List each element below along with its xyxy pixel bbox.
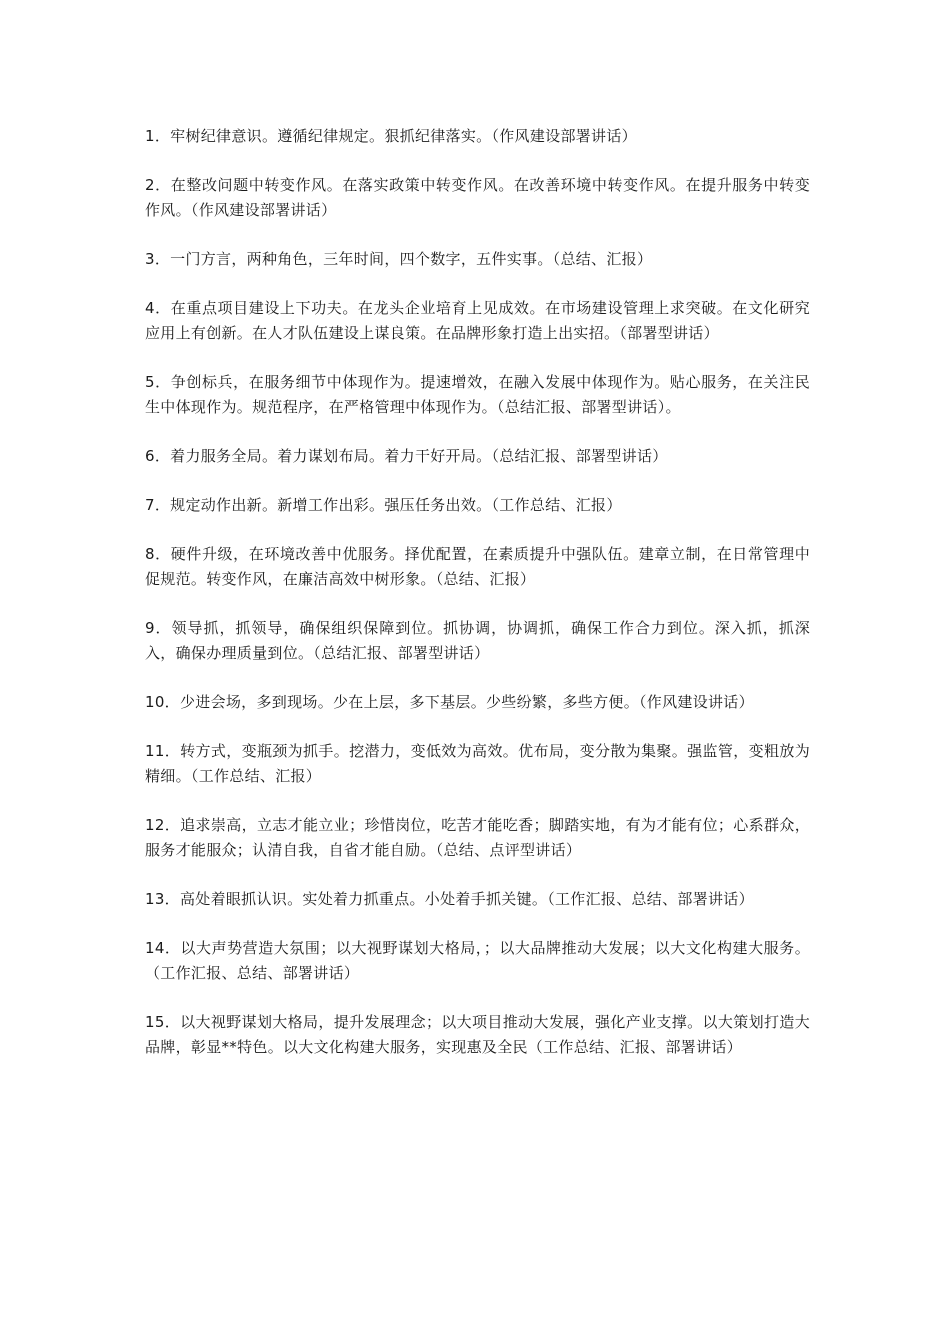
paragraph-15: 15．以大视野谋划大格局，提升发展理念；以大项目推动大发展，强化产业支撑。以大策划打造大品牌，彰显**特色。以大文化构建大服务，实现惠及全民（工作总结、汇报、部署讲话） — [145, 1013, 810, 1056]
paragraph-12: 12．追求崇高，立志才能立业；珍惜岗位，吃苦才能吃香；脚踏实地，有为才能有位；心系群众，服务才能服众；认清自我，自省才能自励。（总结、点评型讲话） — [145, 816, 810, 859]
paragraph-4: 4．在重点项目建设上下功夫。在龙头企业培育上见成效。在市场建设管理上求突破。在文化研究应用上有创新。在人才队伍建设上谋良策。在品牌形象打造上出实招。（部署型讲话） — [145, 299, 810, 342]
document-body — [145, 124, 810, 1084]
paragraph-2: 2．在整改问题中转变作风。在落实政策中转变作风。在改善环境中转变作风。在提升服务中转变作风。（作风建设部署讲话） — [145, 176, 810, 219]
paragraph-9: 9．领导抓，抓领导，确保组织保障到位。抓协调，协调抓，确保工作合力到位。深入抓，抓深入，确保办理质量到位。（总结汇报、部署型讲话） — [145, 619, 810, 662]
paragraph-8: 8．硬件升级，在环境改善中优服务。择优配置，在素质提升中强队伍。建章立制，在日常管理中促规范。转变作风，在廉洁高效中树形象。（总结、汇报） — [145, 545, 810, 588]
paragraph-10: 10．少进会场，多到现场。少在上层，多下基层。少些纷繁，多些方便。（作风建设讲话） — [145, 693, 754, 711]
paragraph-14: 14．以大声势营造大氛围；以大视野谋划大格局，；以大品牌推动大发展；以大文化构建大服务。（工作汇报、总结、部署讲话） — [145, 939, 810, 982]
paragraph-1: 1．牢树纪律意识。遵循纪律规定。狠抓纪律落实。（作风建设部署讲话） — [145, 127, 637, 145]
paragraph-13: 13．高处着眼抓认识。实处着力抓重点。小处着手抓关键。（工作汇报、总结、部署讲话） — [145, 890, 754, 908]
paragraph-7: 7．规定动作出新。新增工作出彩。强压任务出效。（工作总结、汇报） — [145, 496, 622, 514]
paragraph-5: 5．争创标兵，在服务细节中体现作为。提速增效，在融入发展中体现作为。贴心服务，在关注民生中体现作为。规范程序，在严格管理中体现作为。（总结汇报、部署型讲话）。 — [145, 373, 810, 416]
paragraph-3: 3．一门方言，两种角色，三年时间，四个数字，五件实事。（总结、汇报） — [145, 250, 653, 268]
paragraph-6: 6．着力服务全局。着力谋划布局。着力干好开局。（总结汇报、部署型讲话） — [145, 447, 668, 465]
paragraph-11: 11．转方式，变瓶颈为抓手。挖潜力，变低效为高效。优布局，变分散为集聚。强监管，变粗放为精细。（工作总结、汇报） — [145, 742, 810, 785]
